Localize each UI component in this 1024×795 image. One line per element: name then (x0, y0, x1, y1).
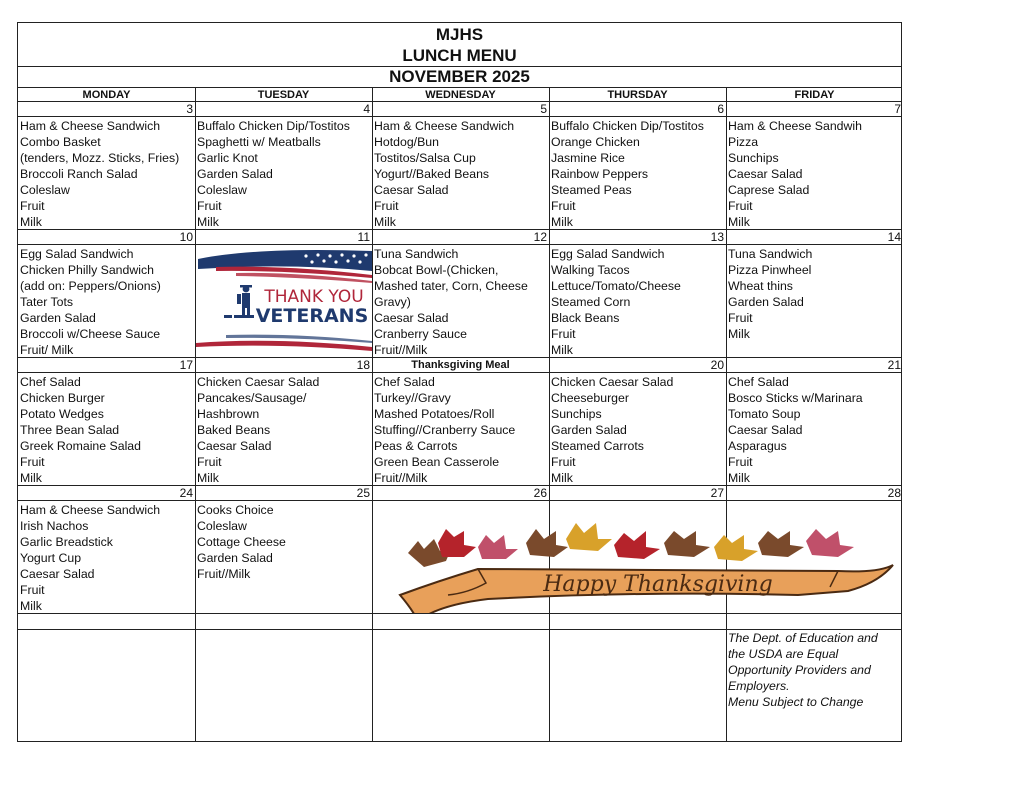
menu-item: Milk (374, 215, 396, 229)
menu-item: (tenders, Mozz. Sticks, Fries) (20, 151, 180, 165)
menu-item: Caesar Salad (20, 567, 95, 581)
menu-item: Fruit/ Milk (20, 343, 74, 357)
menu-title: LUNCH MENU (402, 46, 517, 65)
menu-item: Yogurt//Baked Beans (374, 167, 490, 181)
menu-item: Lettuce/Tomato/Cheese (551, 279, 681, 293)
autumn-leaves-icon (408, 523, 854, 567)
menu-item: Pizza Pinwheel (728, 263, 812, 277)
menu-item: Pizza (728, 135, 759, 149)
menu-item: Garlic Breadstick (20, 535, 113, 549)
menu-item: Bosco Sticks w/Marinara (728, 391, 863, 405)
menu-cell (195, 118, 350, 230)
menu-item: Chef Salad (374, 375, 435, 389)
date-number: 5 (540, 102, 547, 116)
date-number: 20 (710, 358, 724, 372)
month-title: NOVEMBER 2025 (389, 67, 530, 86)
menu-item: Mashed Potatoes/Roll (374, 407, 495, 421)
menu-cell (372, 118, 514, 230)
menu-item: Spaghetti w/ Meatballs (197, 135, 321, 149)
day-header-thursday: THURSDAY (607, 89, 668, 101)
menu-item: Tuna Sandwich (728, 247, 813, 261)
menu-cell (549, 246, 681, 358)
menu-item: Hashbrown (197, 407, 260, 421)
menu-item: Sunchips (728, 151, 779, 165)
menu-cell (549, 374, 673, 486)
menu-item: Tuna Sandwich (374, 247, 459, 261)
menu-item: Fruit (374, 199, 399, 213)
menu-item: Wheat thins (728, 279, 793, 293)
menu-item: Chef Salad (20, 375, 81, 389)
menu-item: Buffalo Chicken Dip/Tostitos (551, 119, 704, 133)
menu-cell (18, 246, 161, 358)
day-header-tuesday: TUESDAY (257, 89, 310, 101)
menu-item: Orange Chicken (551, 135, 640, 149)
happy-thanksgiving-banner (378, 513, 898, 613)
menu-item: Baked Beans (197, 423, 271, 437)
menu-item: Garden Salad (728, 295, 804, 309)
menu-item: Fruit (551, 199, 576, 213)
menu-item: Milk (20, 471, 42, 485)
thank-you-veterans-graphic (196, 247, 372, 355)
menu-item: Fruit (551, 327, 576, 341)
menu-item: Cranberry Sauce (374, 327, 467, 341)
menu-item: Tostitos/Salsa Cup (374, 151, 476, 165)
menu-item: Pancakes/Sausage/ (197, 391, 307, 405)
menu-item: Garden Salad (551, 423, 627, 437)
school-name: MJHS (435, 25, 484, 44)
menu-cell (726, 246, 812, 342)
menu-item: Green Bean Casserole (374, 455, 500, 469)
footer-note (726, 630, 878, 710)
menu-item: Chef Salad (728, 375, 789, 389)
menu-cell (195, 374, 319, 486)
date-number: 27 (710, 486, 724, 500)
menu-item: Fruit (728, 455, 753, 469)
menu-item: Milk (728, 215, 750, 229)
footer-note-line: the USDA are Equal (728, 647, 839, 661)
menu-cell (372, 246, 528, 358)
menu-item: Garden Salad (197, 167, 273, 181)
menu-item: Broccoli Ranch Salad (20, 167, 138, 181)
menu-item: Ham & Cheese Sandwich (20, 119, 161, 133)
menu-item: Caesar Salad (197, 439, 272, 453)
thanksgiving-banner-text: Happy Thanksgiving (543, 572, 773, 597)
menu-item: Egg Salad Sandwich (20, 247, 134, 261)
menu-item: Irish Nachos (20, 519, 89, 533)
menu-item: Broccoli w/Cheese Sauce (20, 327, 161, 341)
menu-item: Coleslaw (197, 183, 247, 197)
date-number: 14 (887, 230, 901, 244)
menu-item: Coleslaw (20, 183, 70, 197)
menu-item: Sunchips (551, 407, 602, 421)
day-header-monday: MONDAY (82, 89, 131, 101)
menu-item: (add on: Peppers/Onions) (20, 279, 161, 293)
menu-item: Greek Romaine Salad (20, 439, 141, 453)
menu-item: Coleslaw (197, 519, 247, 533)
menu-item: Fruit (197, 199, 222, 213)
menu-item: Potato Wedges (20, 407, 104, 421)
menu-item: Turkey//Gravy (374, 391, 451, 405)
menu-item: Milk (551, 215, 573, 229)
menu-item: Fruit//Milk (374, 343, 428, 357)
menu-item: Cottage Cheese (197, 535, 286, 549)
menu-item: Milk (197, 215, 219, 229)
menu-item: Peas & Carrots (374, 439, 458, 453)
menu-item: Milk (20, 215, 42, 229)
menu-item: Steamed Corn (551, 295, 631, 309)
date-number: 25 (356, 486, 370, 500)
date-number: 3 (186, 102, 193, 116)
menu-item: Ham & Cheese Sandwich (374, 119, 515, 133)
menu-table (17, 22, 902, 742)
date-number: 17 (179, 358, 193, 372)
menu-item: Garlic Knot (197, 151, 258, 165)
menu-item: Asparagus (728, 439, 787, 453)
date-number: 12 (533, 230, 547, 244)
menu-item: Three Bean Salad (20, 423, 120, 437)
menu-item: Fruit (20, 583, 45, 597)
menu-item: Gravy) (374, 295, 411, 309)
date-number: 4 (363, 102, 370, 116)
menu-item: Ham & Cheese Sandwih (728, 119, 862, 133)
menu-item: Milk (20, 599, 42, 613)
menu-item: Rainbow Peppers (551, 167, 649, 181)
footer-note-line: The Dept. of Education and (728, 631, 878, 645)
menu-item: Fruit (20, 199, 45, 213)
menu-item: Steamed Carrots (551, 439, 644, 453)
menu-item: Tomato Soup (728, 407, 801, 421)
date-number: 11 (357, 230, 370, 244)
day-header-wednesday: WEDNESDAY (425, 89, 496, 101)
menu-item: Garden Salad (197, 551, 273, 565)
menu-cell (18, 374, 141, 486)
menu-item: Milk (728, 327, 750, 341)
menu-cell (726, 118, 862, 230)
menu-cell (195, 502, 286, 582)
menu-item: Hotdog/Bun (374, 135, 439, 149)
footer-note-line: Employers. (728, 679, 790, 693)
menu-item: Chicken Caesar Salad (551, 375, 674, 389)
menu-item: Buffalo Chicken Dip/Tostitos (197, 119, 350, 133)
date-number: 13 (710, 230, 724, 244)
menu-item: Chicken Burger (20, 391, 105, 405)
menu-item: Steamed Peas (551, 183, 632, 197)
menu-item: Fruit//Milk (197, 567, 251, 581)
menu-cell (18, 502, 160, 614)
menu-item: Milk (551, 343, 573, 357)
menu-item: Mashed tater, Corn, Cheese (374, 279, 528, 293)
menu-item: Milk (551, 471, 573, 485)
menu-item: Caesar Salad (728, 423, 803, 437)
menu-item: Fruit (728, 311, 753, 325)
menu-item: Tater Tots (20, 295, 74, 309)
menu-item: Walking Tacos (551, 263, 630, 277)
menu-item: Fruit (197, 455, 222, 469)
date-number: 28 (887, 486, 901, 500)
menu-item: Fruit (20, 455, 45, 469)
menu-item: Fruit (551, 455, 576, 469)
menu-item: Garden Salad (20, 311, 96, 325)
menu-item: Caprese Salad (728, 183, 810, 197)
date-number: 7 (894, 102, 901, 116)
veterans-line2: VETERANS (255, 305, 369, 327)
day-header-friday: FRIDAY (794, 89, 835, 101)
menu-cell (18, 118, 179, 230)
date-number: 24 (179, 486, 193, 500)
menu-item: Black Beans (551, 311, 620, 325)
menu-item: Bobcat Bowl-(Chicken, (374, 263, 499, 277)
footer-note-line: Opportunity Providers and (728, 663, 871, 677)
date-number: 26 (533, 486, 547, 500)
menu-item: Cooks Choice (197, 503, 274, 517)
date-number: 6 (717, 102, 724, 116)
menu-cell (372, 374, 515, 486)
menu-item: Caesar Salad (728, 167, 803, 181)
thanksgiving-meal-label: Thanksgiving Meal (411, 359, 510, 371)
menu-cell (726, 374, 863, 486)
menu-item: Ham & Cheese Sandwich (20, 503, 161, 517)
menu-item: Chicken Caesar Salad (197, 375, 320, 389)
menu-item: Jasmine Rice (551, 151, 625, 165)
menu-item: Fruit (728, 199, 753, 213)
menu-cell (549, 118, 704, 230)
menu-item: Stuffing//Cranberry Sauce (374, 423, 516, 437)
menu-item: Yogurt Cup (20, 551, 82, 565)
menu-item: Milk (197, 471, 219, 485)
menu-item: Milk (728, 471, 750, 485)
menu-item: Chicken Philly Sandwich (20, 263, 154, 277)
date-number: 21 (887, 358, 901, 372)
menu-item: Combo Basket (20, 135, 101, 149)
menu-item: Egg Salad Sandwich (551, 247, 665, 261)
date-number: 18 (356, 358, 370, 372)
menu-item: Cheeseburger (551, 391, 629, 405)
menu-item: Caesar Salad (374, 311, 449, 325)
footer-note-line: Menu Subject to Change (728, 695, 864, 709)
date-number: 10 (179, 230, 193, 244)
veterans-line1: THANK YOU (264, 287, 364, 307)
menu-item: Caesar Salad (374, 183, 449, 197)
menu-item: Fruit//Milk (374, 471, 428, 485)
